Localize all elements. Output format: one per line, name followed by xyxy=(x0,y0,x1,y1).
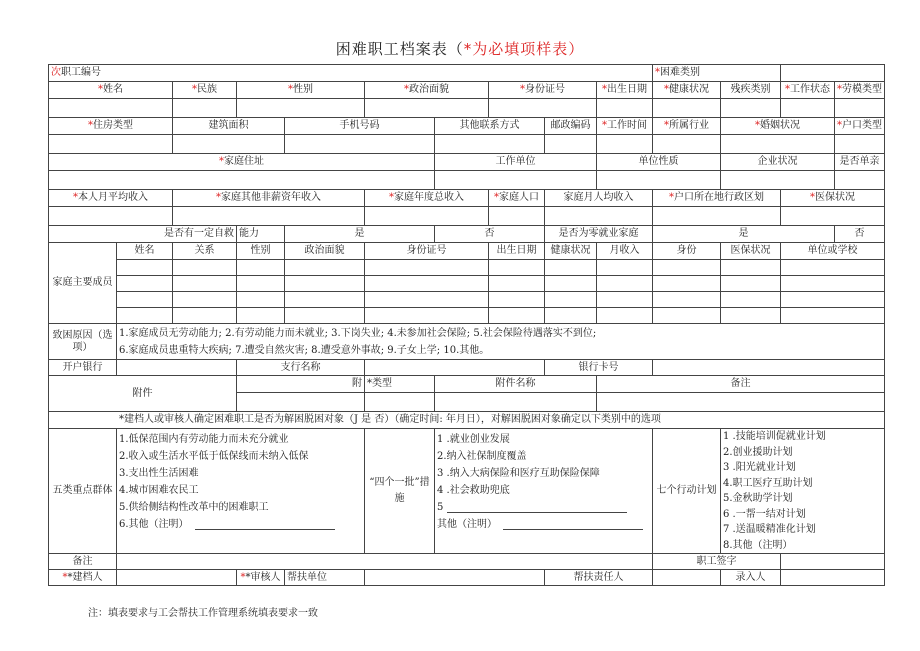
seven-plan-label: 七个行动计划 xyxy=(653,429,721,554)
family-row xyxy=(49,292,885,308)
responsible-value[interactable] xyxy=(653,570,721,586)
field-name: *姓名 xyxy=(49,82,173,99)
value-cell[interactable] xyxy=(117,276,173,292)
field-unit-nature: 单位性质 xyxy=(597,154,721,171)
value-cell[interactable] xyxy=(237,393,365,412)
value-cell[interactable] xyxy=(835,171,885,190)
difficulty-type-label: *困难类别 xyxy=(653,65,781,82)
self-rescue-no[interactable]: 否 xyxy=(435,226,545,243)
family-col-income: 月收入 xyxy=(597,243,653,260)
zero-employment-label: 是否为零就业家庭 xyxy=(545,226,653,243)
family-col-political: 政治面貌 xyxy=(285,243,365,260)
card-label: 银行卡号 xyxy=(545,360,653,376)
cause-row xyxy=(49,324,885,360)
value-cell[interactable] xyxy=(781,292,885,308)
remark-label: 备注 xyxy=(49,554,117,570)
staff-sign-label: 职工签字 xyxy=(653,554,781,570)
value-cell[interactable] xyxy=(435,135,545,154)
attachment-col-1: 附 xyxy=(237,376,365,393)
target-row xyxy=(49,412,885,429)
attachment-col-remark: 备注 xyxy=(597,376,885,393)
field-political: *政治面貌 xyxy=(365,82,489,99)
value-cell[interactable] xyxy=(545,292,597,308)
family-col-school: 单位或学校 xyxy=(781,243,885,260)
group-item[interactable]: 1.低保范围内有劳动能力而未充分就业 xyxy=(119,434,289,445)
value-cell[interactable] xyxy=(365,99,489,118)
income-header-row xyxy=(49,190,885,207)
basic-info-header-row xyxy=(49,82,885,99)
attachment-header-row xyxy=(49,376,885,393)
card-value[interactable] xyxy=(653,360,885,376)
value-cell[interactable] xyxy=(237,99,365,118)
groups-label: 五类重点群体 xyxy=(49,429,117,554)
attachment-col-name: 附件名称 xyxy=(435,376,597,393)
bank-label: 开户银行 xyxy=(49,360,117,376)
value-cell[interactable] xyxy=(653,135,721,154)
value-cell[interactable] xyxy=(721,292,781,308)
cause-line-1: 1.家庭成员无劳动能力; 2.有劳动能力而未就业; 3.下岗失业; 4.未参加社会保险; 5.社会保险待遇落实不到位; xyxy=(119,327,597,339)
four-item[interactable]: 4 .社会救助兜底 xyxy=(437,485,510,496)
attachment-col-type: *类型 xyxy=(365,376,435,393)
field-mobile: 手机号码 xyxy=(285,118,435,135)
group-item[interactable]: 3.支出性生活困难 xyxy=(119,468,199,479)
seven-item[interactable]: 1 .技能培训促就业计划 xyxy=(723,431,826,442)
cause-line-2: 6.家庭成员患重特大疾病; 7.遭受自然灾害; 8.遭受意外事故; 9.子女上学; 10.其他。 xyxy=(119,344,490,356)
value-cell[interactable] xyxy=(545,135,597,154)
reviewer-label: **审核人 xyxy=(237,570,285,586)
four-item[interactable]: 2.纳入社保制度覆盖 xyxy=(437,451,527,462)
seven-item[interactable]: 8.其他（注明） xyxy=(723,539,793,551)
value-cell[interactable] xyxy=(653,99,721,118)
field-health: *健康状况 xyxy=(653,82,721,99)
field-per-capita: 家庭月人均收入 xyxy=(545,190,653,207)
value-cell[interactable] xyxy=(597,171,721,190)
family-col-relation: 关系 xyxy=(173,243,237,260)
family-col-name: 姓名 xyxy=(117,243,173,260)
value-cell[interactable] xyxy=(49,171,435,190)
entry-value[interactable] xyxy=(781,570,885,586)
value-cell[interactable] xyxy=(489,292,545,308)
value-cell[interactable] xyxy=(365,393,435,412)
field-single-parent: 是否单亲 xyxy=(835,154,885,171)
value-cell[interactable] xyxy=(365,260,489,276)
value-cell[interactable] xyxy=(721,135,835,154)
basic-info-value-row xyxy=(49,99,885,118)
value-cell[interactable] xyxy=(237,308,285,324)
value-cell[interactable] xyxy=(237,276,285,292)
value-cell[interactable] xyxy=(781,308,885,324)
field-employer: 工作单位 xyxy=(435,154,597,171)
unit-value[interactable] xyxy=(365,570,545,586)
value-cell[interactable] xyxy=(173,308,237,324)
housing-value-row xyxy=(49,135,885,154)
four-item-other[interactable]: 其他（注明） xyxy=(437,516,650,533)
value-cell[interactable] xyxy=(117,308,173,324)
group-item-other[interactable]: 6.其他（注明） xyxy=(119,516,362,533)
value-cell[interactable] xyxy=(173,276,237,292)
signoff-row xyxy=(49,570,885,586)
value-cell[interactable] xyxy=(489,207,545,226)
value-cell[interactable] xyxy=(489,308,545,324)
field-area: 建筑面积 xyxy=(173,118,285,135)
value-cell[interactable] xyxy=(365,207,489,226)
value-cell[interactable] xyxy=(781,207,885,226)
field-gender: *性别 xyxy=(237,82,365,99)
cause-options[interactable] xyxy=(117,324,885,360)
entry-label: 录入人 xyxy=(721,570,781,586)
value-cell[interactable] xyxy=(721,276,781,292)
seven-item[interactable]: 2.创业援助计划 xyxy=(723,446,793,458)
address-value-row xyxy=(49,171,885,190)
zero-employment-no[interactable]: 否 xyxy=(835,226,885,243)
field-hukou-region: *户口所在地行政区划 xyxy=(653,190,781,207)
value-cell[interactable] xyxy=(117,260,173,276)
value-cell[interactable] xyxy=(653,207,781,226)
staff-no-label: 次职工编号 xyxy=(49,65,653,82)
field-household-size: *家庭人口 xyxy=(489,190,545,207)
remark-row xyxy=(49,554,885,570)
four-batch-label: “四个一批”措施 xyxy=(365,429,435,554)
seven-plan-list xyxy=(721,429,885,554)
value-cell[interactable] xyxy=(545,308,597,324)
field-ethnicity: *民族 xyxy=(173,82,237,99)
field-industry: *所属行业 xyxy=(653,118,721,135)
family-col-medical: 医保状况 xyxy=(721,243,781,260)
branch-value[interactable] xyxy=(365,360,545,376)
field-work-time: *工作时间 xyxy=(597,118,653,135)
creator-label: **建档人 xyxy=(49,570,117,586)
group-item[interactable]: 2.收入或生活水平低于低保线而未纳入低保 xyxy=(119,451,309,462)
seven-item[interactable]: 7 .送温暖精准化计划 xyxy=(723,524,816,535)
value-cell[interactable] xyxy=(721,260,781,276)
family-col-gender: 性别 xyxy=(237,243,285,260)
value-cell[interactable] xyxy=(435,393,597,412)
value-cell[interactable] xyxy=(653,276,721,292)
bank-row xyxy=(49,360,885,376)
value-cell[interactable] xyxy=(489,276,545,292)
family-col-identity: 身份 xyxy=(653,243,721,260)
seven-item[interactable]: 3 .阳光就业计划 xyxy=(723,462,796,473)
four-item[interactable]: 3 .纳入大病保险和医疗互助保险保障 xyxy=(437,468,600,479)
bank-value[interactable] xyxy=(117,360,237,376)
seven-item[interactable]: 4.职工医疗互助计划 xyxy=(723,477,813,489)
self-rescue-label: 是否有一定自救 xyxy=(49,226,237,243)
value-cell[interactable] xyxy=(173,207,365,226)
value-cell[interactable] xyxy=(117,292,173,308)
field-birth-date: *出生日期 xyxy=(597,82,653,99)
field-medical-insurance: *医保状况 xyxy=(781,190,885,207)
field-postcode: 邮政编码 xyxy=(545,118,597,135)
branch-label: 支行名称 xyxy=(237,360,365,376)
staff-sign-value[interactable] xyxy=(781,554,885,570)
value-cell[interactable] xyxy=(781,99,835,118)
value-cell[interactable] xyxy=(365,308,489,324)
field-other-income: *家庭其他非薪资年收入 xyxy=(173,190,365,207)
value-cell[interactable] xyxy=(597,135,653,154)
seven-item[interactable]: 6 .一帮一结对计划 xyxy=(723,508,806,520)
value-cell[interactable] xyxy=(173,292,237,308)
value-cell[interactable] xyxy=(835,135,885,154)
groups-list xyxy=(117,429,365,554)
value-cell[interactable] xyxy=(597,393,885,412)
value-cell[interactable] xyxy=(49,207,173,226)
family-members-label: 家庭主要成员 xyxy=(49,243,117,324)
field-annual-income: *家庭年度总收入 xyxy=(365,190,489,207)
family-header-row xyxy=(49,243,885,260)
value-cell[interactable] xyxy=(173,135,285,154)
value-cell[interactable] xyxy=(285,135,435,154)
field-marital: *婚姻状况 xyxy=(721,118,835,135)
family-col-id: 身份证号 xyxy=(365,243,489,260)
creator-value[interactable] xyxy=(117,570,237,586)
value-cell[interactable] xyxy=(597,260,653,276)
value-cell[interactable] xyxy=(835,99,885,118)
field-id-number: *身份证号 xyxy=(489,82,597,99)
zero-employment-yes[interactable]: 是 xyxy=(653,226,835,243)
field-housing-type: *住房类型 xyxy=(49,118,173,135)
value-cell[interactable] xyxy=(49,135,173,154)
housing-header-row xyxy=(49,118,885,135)
value-cell[interactable] xyxy=(489,99,597,118)
field-address: *家庭住址 xyxy=(49,154,435,171)
family-col-health: 健康状况 xyxy=(545,243,597,260)
value-cell[interactable] xyxy=(285,260,365,276)
unit-label: 帮扶单位 xyxy=(285,570,365,586)
cause-label: 致困原因（选项） xyxy=(49,324,117,360)
attachment-label: 附件 xyxy=(49,376,237,412)
responsible-label: 帮扶责任人 xyxy=(545,570,653,586)
field-enterprise-status: 企业状况 xyxy=(721,154,835,171)
field-hukou-type: *户口类型 xyxy=(835,118,885,135)
family-row xyxy=(49,276,885,292)
archive-form-table xyxy=(48,64,885,586)
group-item[interactable]: 4.城市困难农民工 xyxy=(119,485,199,496)
value-cell[interactable] xyxy=(545,207,653,226)
target-text[interactable]: *建档人或审核人确定困难职工是否为解困脱困对象（J 是 否）（确定时间: 年月日），对解困脱困对象确定以下类别中的选项 xyxy=(49,412,885,429)
value-cell[interactable] xyxy=(285,308,365,324)
value-cell[interactable] xyxy=(781,260,885,276)
value-cell[interactable] xyxy=(237,292,285,308)
value-cell[interactable] xyxy=(545,260,597,276)
family-row xyxy=(49,260,885,276)
value-cell[interactable] xyxy=(489,260,545,276)
page-title: 困难职工档案表（*为必填项样表） xyxy=(335,40,585,58)
difficulty-type-value[interactable] xyxy=(781,65,885,82)
value-cell[interactable] xyxy=(173,99,237,118)
value-cell[interactable] xyxy=(597,308,653,324)
value-cell[interactable] xyxy=(173,260,237,276)
value-cell[interactable] xyxy=(721,99,781,118)
value-cell[interactable] xyxy=(545,276,597,292)
four-item-5[interactable]: 5 xyxy=(437,499,650,516)
field-disability: 残疾类别 xyxy=(721,82,781,99)
value-cell[interactable] xyxy=(49,99,173,118)
value-cell[interactable] xyxy=(653,292,721,308)
value-cell[interactable] xyxy=(285,292,365,308)
footnote: 注：填表要求与工会帮扶工作管理系统填表要求一致 xyxy=(88,608,318,619)
value-cell[interactable] xyxy=(653,260,721,276)
value-cell[interactable] xyxy=(285,276,365,292)
groups-row xyxy=(49,429,885,554)
address-header-row xyxy=(49,154,885,171)
field-model-worker: *劳模类型 xyxy=(835,82,885,99)
value-cell[interactable] xyxy=(597,292,653,308)
four-item[interactable]: 1 .就业创业发展 xyxy=(437,434,510,445)
self-rescue-yes[interactable]: 是 xyxy=(285,226,435,243)
ability-label: 能力 xyxy=(237,226,285,243)
value-cell[interactable] xyxy=(653,308,721,324)
self-rescue-row xyxy=(49,226,885,243)
family-col-birth: 出生日期 xyxy=(489,243,545,260)
group-item[interactable]: 5.供给侧结构性改革中的困难职工 xyxy=(119,502,269,513)
family-row xyxy=(49,308,885,324)
value-cell[interactable] xyxy=(237,260,285,276)
value-cell[interactable] xyxy=(721,308,781,324)
field-work-status: *工作状态 xyxy=(781,82,835,99)
four-batch-list xyxy=(435,429,653,554)
income-value-row xyxy=(49,207,885,226)
value-cell[interactable] xyxy=(435,171,597,190)
value-cell[interactable] xyxy=(781,276,885,292)
seven-item[interactable]: 5.金秋助学计划 xyxy=(723,493,793,504)
value-cell[interactable] xyxy=(365,292,489,308)
value-cell[interactable] xyxy=(597,276,653,292)
remark-value[interactable] xyxy=(117,554,653,570)
value-cell[interactable] xyxy=(365,276,489,292)
value-cell[interactable] xyxy=(721,171,835,190)
value-cell[interactable] xyxy=(597,99,653,118)
field-other-contact: 其他联系方式 xyxy=(435,118,545,135)
field-monthly-income: *本人月平均收入 xyxy=(49,190,173,207)
